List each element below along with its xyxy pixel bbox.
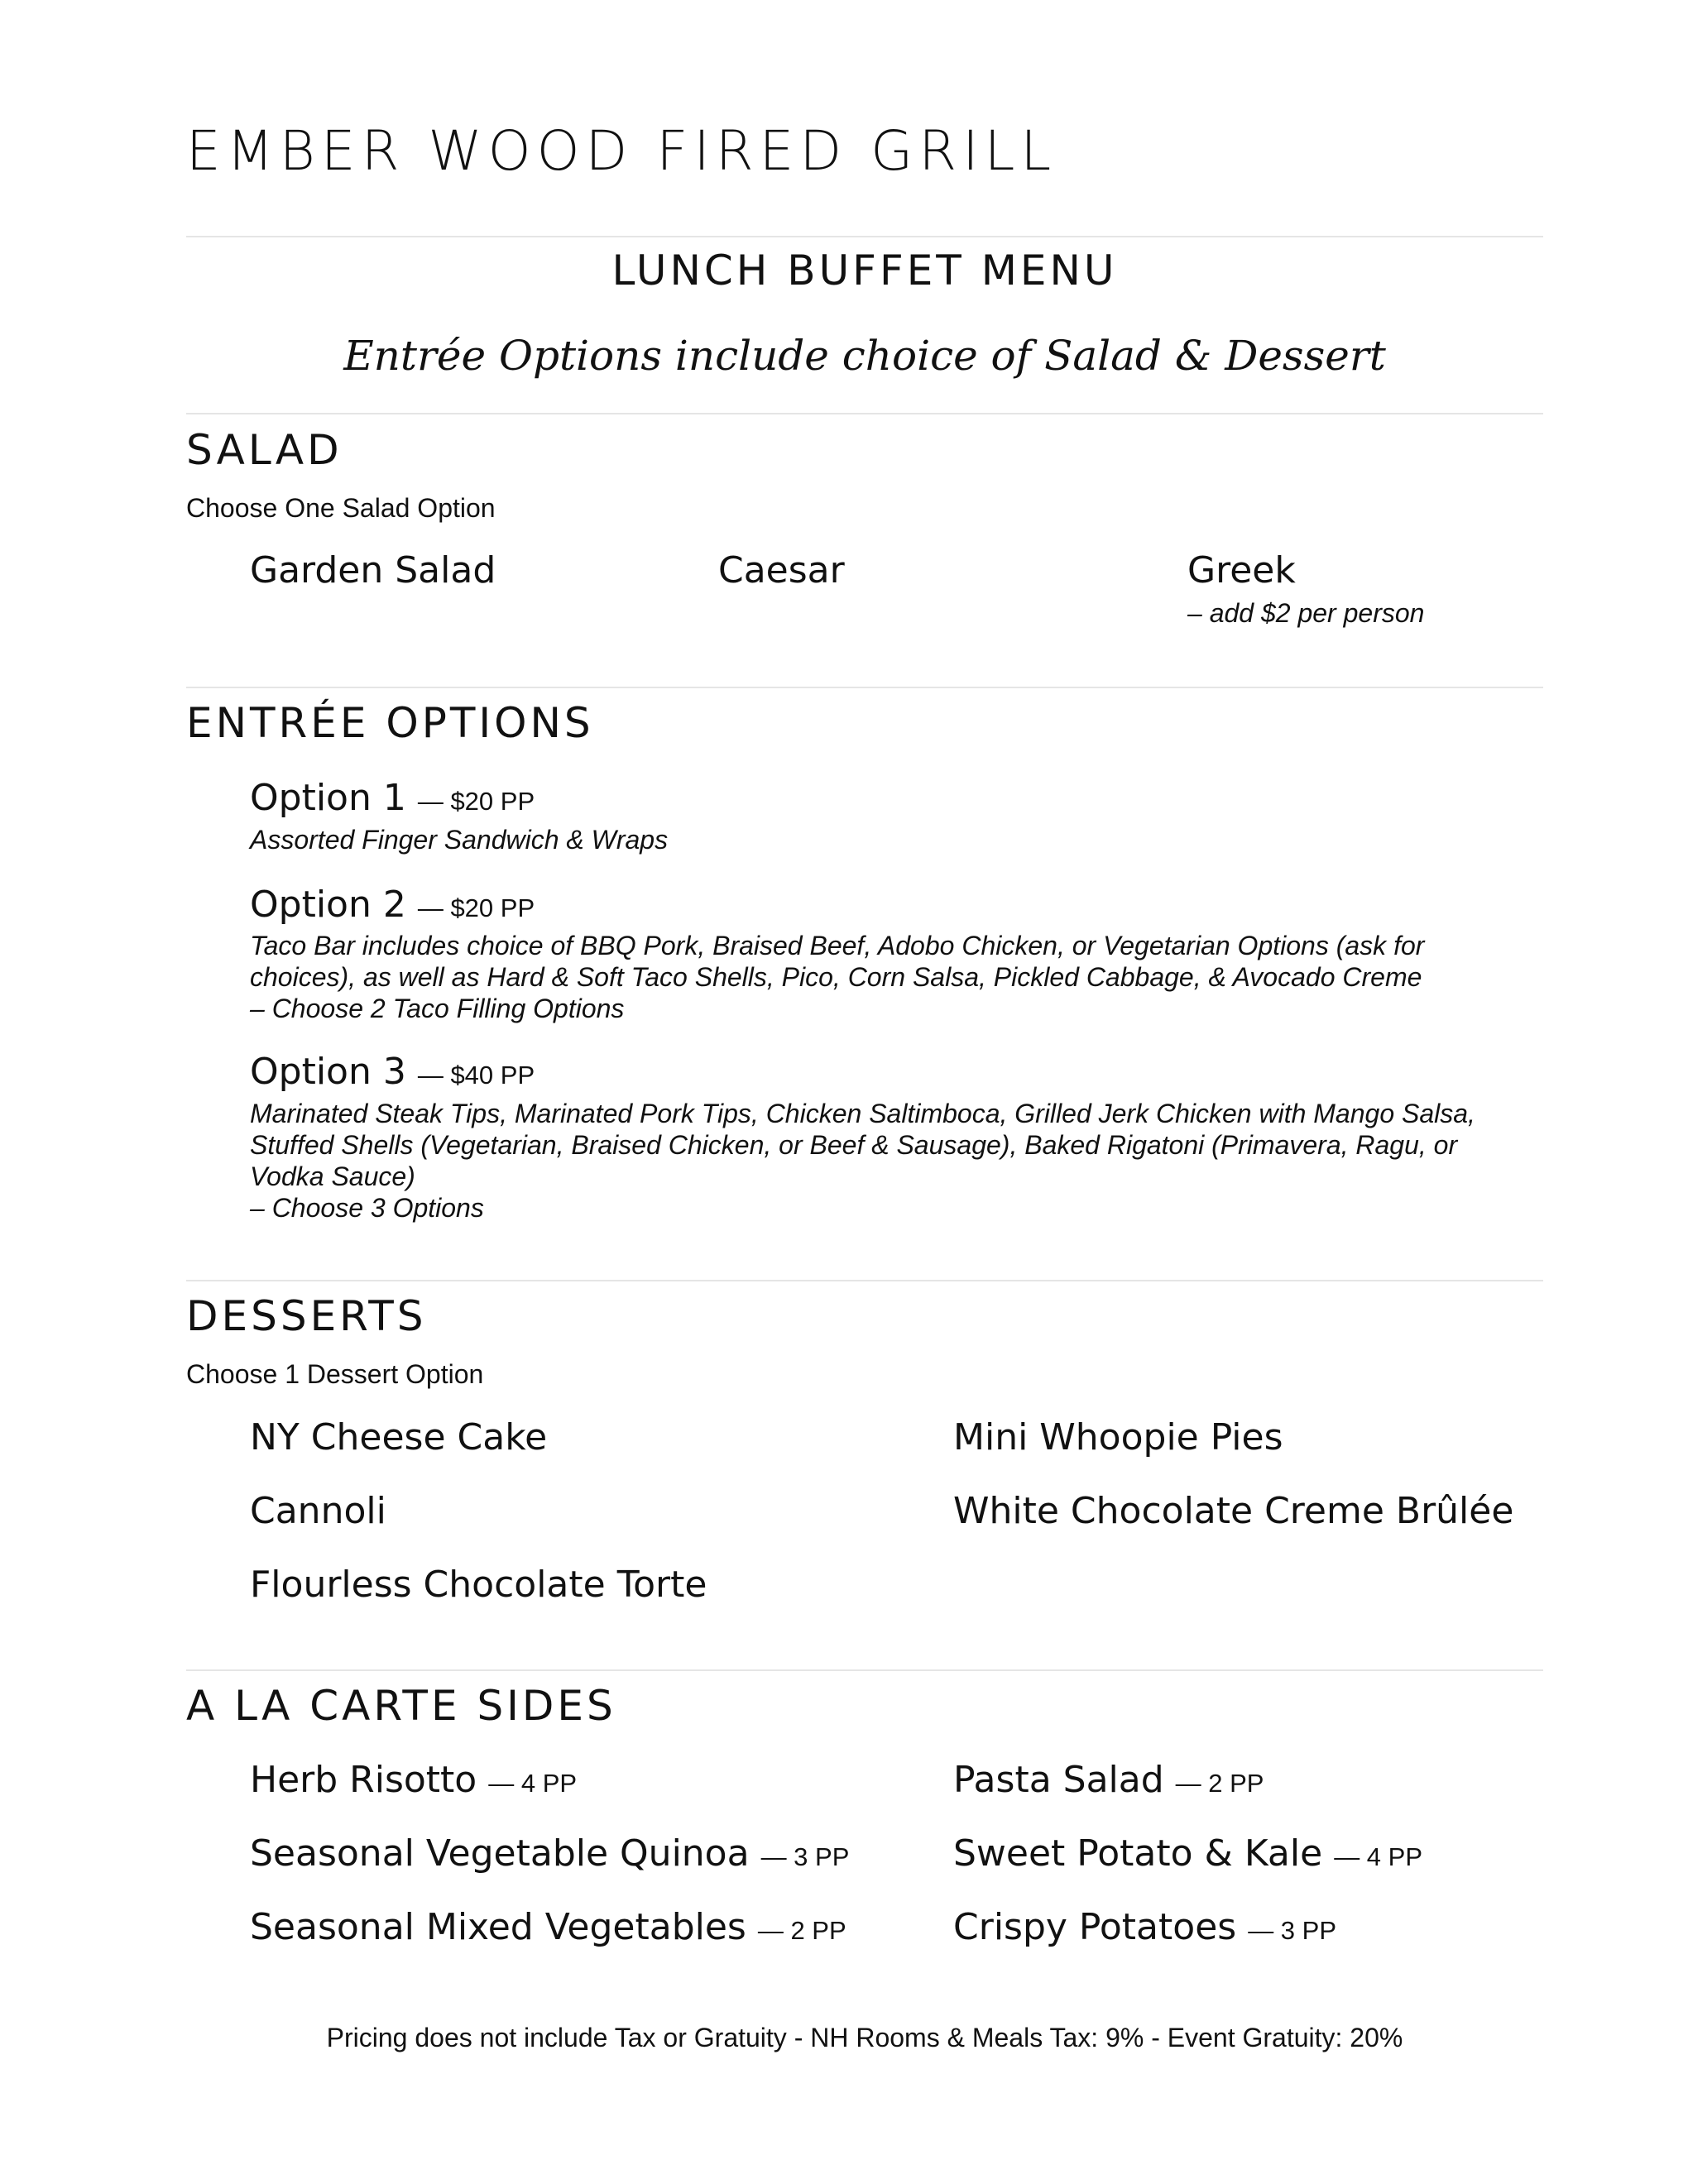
entree-option-price: — $20 PP bbox=[417, 893, 535, 922]
dessert-item: Mini Whoopie Pies bbox=[953, 1416, 1283, 1458]
description-line: choices), as well as Hard & Soft Taco Shells, Pico, Corn Salsa, Pickled Cabbage, & Avocado Creme bbox=[250, 962, 1422, 992]
divider bbox=[186, 236, 1543, 237]
side-item-name: Herb Risotto bbox=[250, 1759, 477, 1801]
entree-option-name: Option 3 bbox=[250, 1051, 406, 1093]
menu-title: LUNCH BUFFET MENU bbox=[611, 247, 1118, 295]
side-item bbox=[953, 1755, 1264, 1808]
entree-option-price: — $20 PP bbox=[417, 787, 535, 816]
salad-item: Greek bbox=[1187, 549, 1296, 592]
side-item-price: — 4 PP bbox=[1334, 1842, 1423, 1871]
description-line: Stuffed Shells (Vegetarian, Braised Chicken, or Beef & Sausage), Baked Rigatoni (Primavera, Ragu, or bbox=[250, 1130, 1458, 1160]
menu-tagline: Entrée Options include choice of Salad & Dessert bbox=[343, 332, 1386, 380]
divider bbox=[186, 1669, 1543, 1671]
entree-option-title bbox=[250, 1047, 535, 1100]
side-item bbox=[953, 1903, 1336, 1956]
salad-heading: SALAD bbox=[186, 426, 343, 474]
divider bbox=[186, 687, 1543, 688]
entree-option-price: — $40 PP bbox=[417, 1061, 535, 1090]
entree-heading: ENTRÉE OPTIONS bbox=[186, 699, 594, 747]
entree-option-description bbox=[250, 930, 1491, 1024]
description-line: – Choose 3 Options bbox=[250, 1193, 484, 1223]
side-item bbox=[953, 1829, 1422, 1882]
divider bbox=[186, 413, 1543, 414]
desserts-heading: DESSERTS bbox=[186, 1292, 427, 1340]
side-item-price: — 2 PP bbox=[757, 1916, 846, 1945]
description-line: Marinated Steak Tips, Marinated Pork Tips, Chicken Saltimboca, Grilled Jerk Chicken with Mango Salsa, bbox=[250, 1099, 1475, 1128]
entree-option-description bbox=[250, 1098, 1491, 1224]
sides-heading: A LA CARTE SIDES bbox=[186, 1682, 616, 1730]
description-line: Assorted Finger Sandwich & Wraps bbox=[250, 825, 669, 855]
description-line: – Choose 2 Taco Filling Options bbox=[250, 994, 625, 1023]
dessert-item: Cannoli bbox=[250, 1490, 386, 1532]
salad-note: Choose One Salad Option bbox=[186, 493, 496, 523]
restaurant-name: EMBER WOOD FIRED GRILL bbox=[186, 119, 1057, 183]
entree-option-name: Option 1 bbox=[250, 777, 406, 819]
side-item-price: — 2 PP bbox=[1175, 1769, 1264, 1798]
side-item-name: Pasta Salad bbox=[953, 1759, 1164, 1801]
side-item-name: Crispy Potatoes bbox=[953, 1906, 1237, 1948]
pricing-footer: Pricing does not include Tax or Gratuity - NH Rooms & Meals Tax: 9% - Event Gratuity: 20% bbox=[326, 2023, 1403, 2052]
entree-option-title bbox=[250, 774, 535, 826]
side-item-name: Sweet Potato & Kale bbox=[953, 1832, 1335, 1875]
side-item-name: Seasonal Vegetable Quinoa bbox=[250, 1832, 750, 1875]
dessert-item: Flourless Chocolate Torte bbox=[250, 1564, 707, 1606]
side-item-price: — 4 PP bbox=[488, 1769, 578, 1798]
divider bbox=[186, 1280, 1543, 1281]
side-item bbox=[250, 1829, 849, 1882]
side-item bbox=[250, 1755, 577, 1808]
dessert-item: White Chocolate Creme Brûlée bbox=[953, 1490, 1514, 1532]
description-line: Taco Bar includes choice of BBQ Pork, Braised Beef, Adobo Chicken, or Vegetarian Options (ask for bbox=[250, 931, 1425, 960]
entree-option-title bbox=[250, 880, 535, 933]
salad-item: Garden Salad bbox=[250, 549, 496, 592]
desserts-note: Choose 1 Dessert Option bbox=[186, 1359, 484, 1389]
entree-option-description bbox=[250, 824, 1491, 855]
dessert-item: NY Cheese Cake bbox=[250, 1416, 548, 1458]
entree-option-name: Option 2 bbox=[250, 884, 406, 926]
side-item-price: — 3 PP bbox=[1248, 1916, 1337, 1945]
salad-item: Caesar bbox=[718, 549, 845, 592]
salad-item-surcharge: – add $2 per person bbox=[1187, 598, 1425, 628]
description-line: Vodka Sauce) bbox=[250, 1161, 415, 1191]
side-item-price: — 3 PP bbox=[760, 1842, 850, 1871]
side-item bbox=[250, 1903, 846, 1956]
menu-page bbox=[186, 0, 1543, 2184]
side-item-name: Seasonal Mixed Vegetables bbox=[250, 1906, 746, 1948]
